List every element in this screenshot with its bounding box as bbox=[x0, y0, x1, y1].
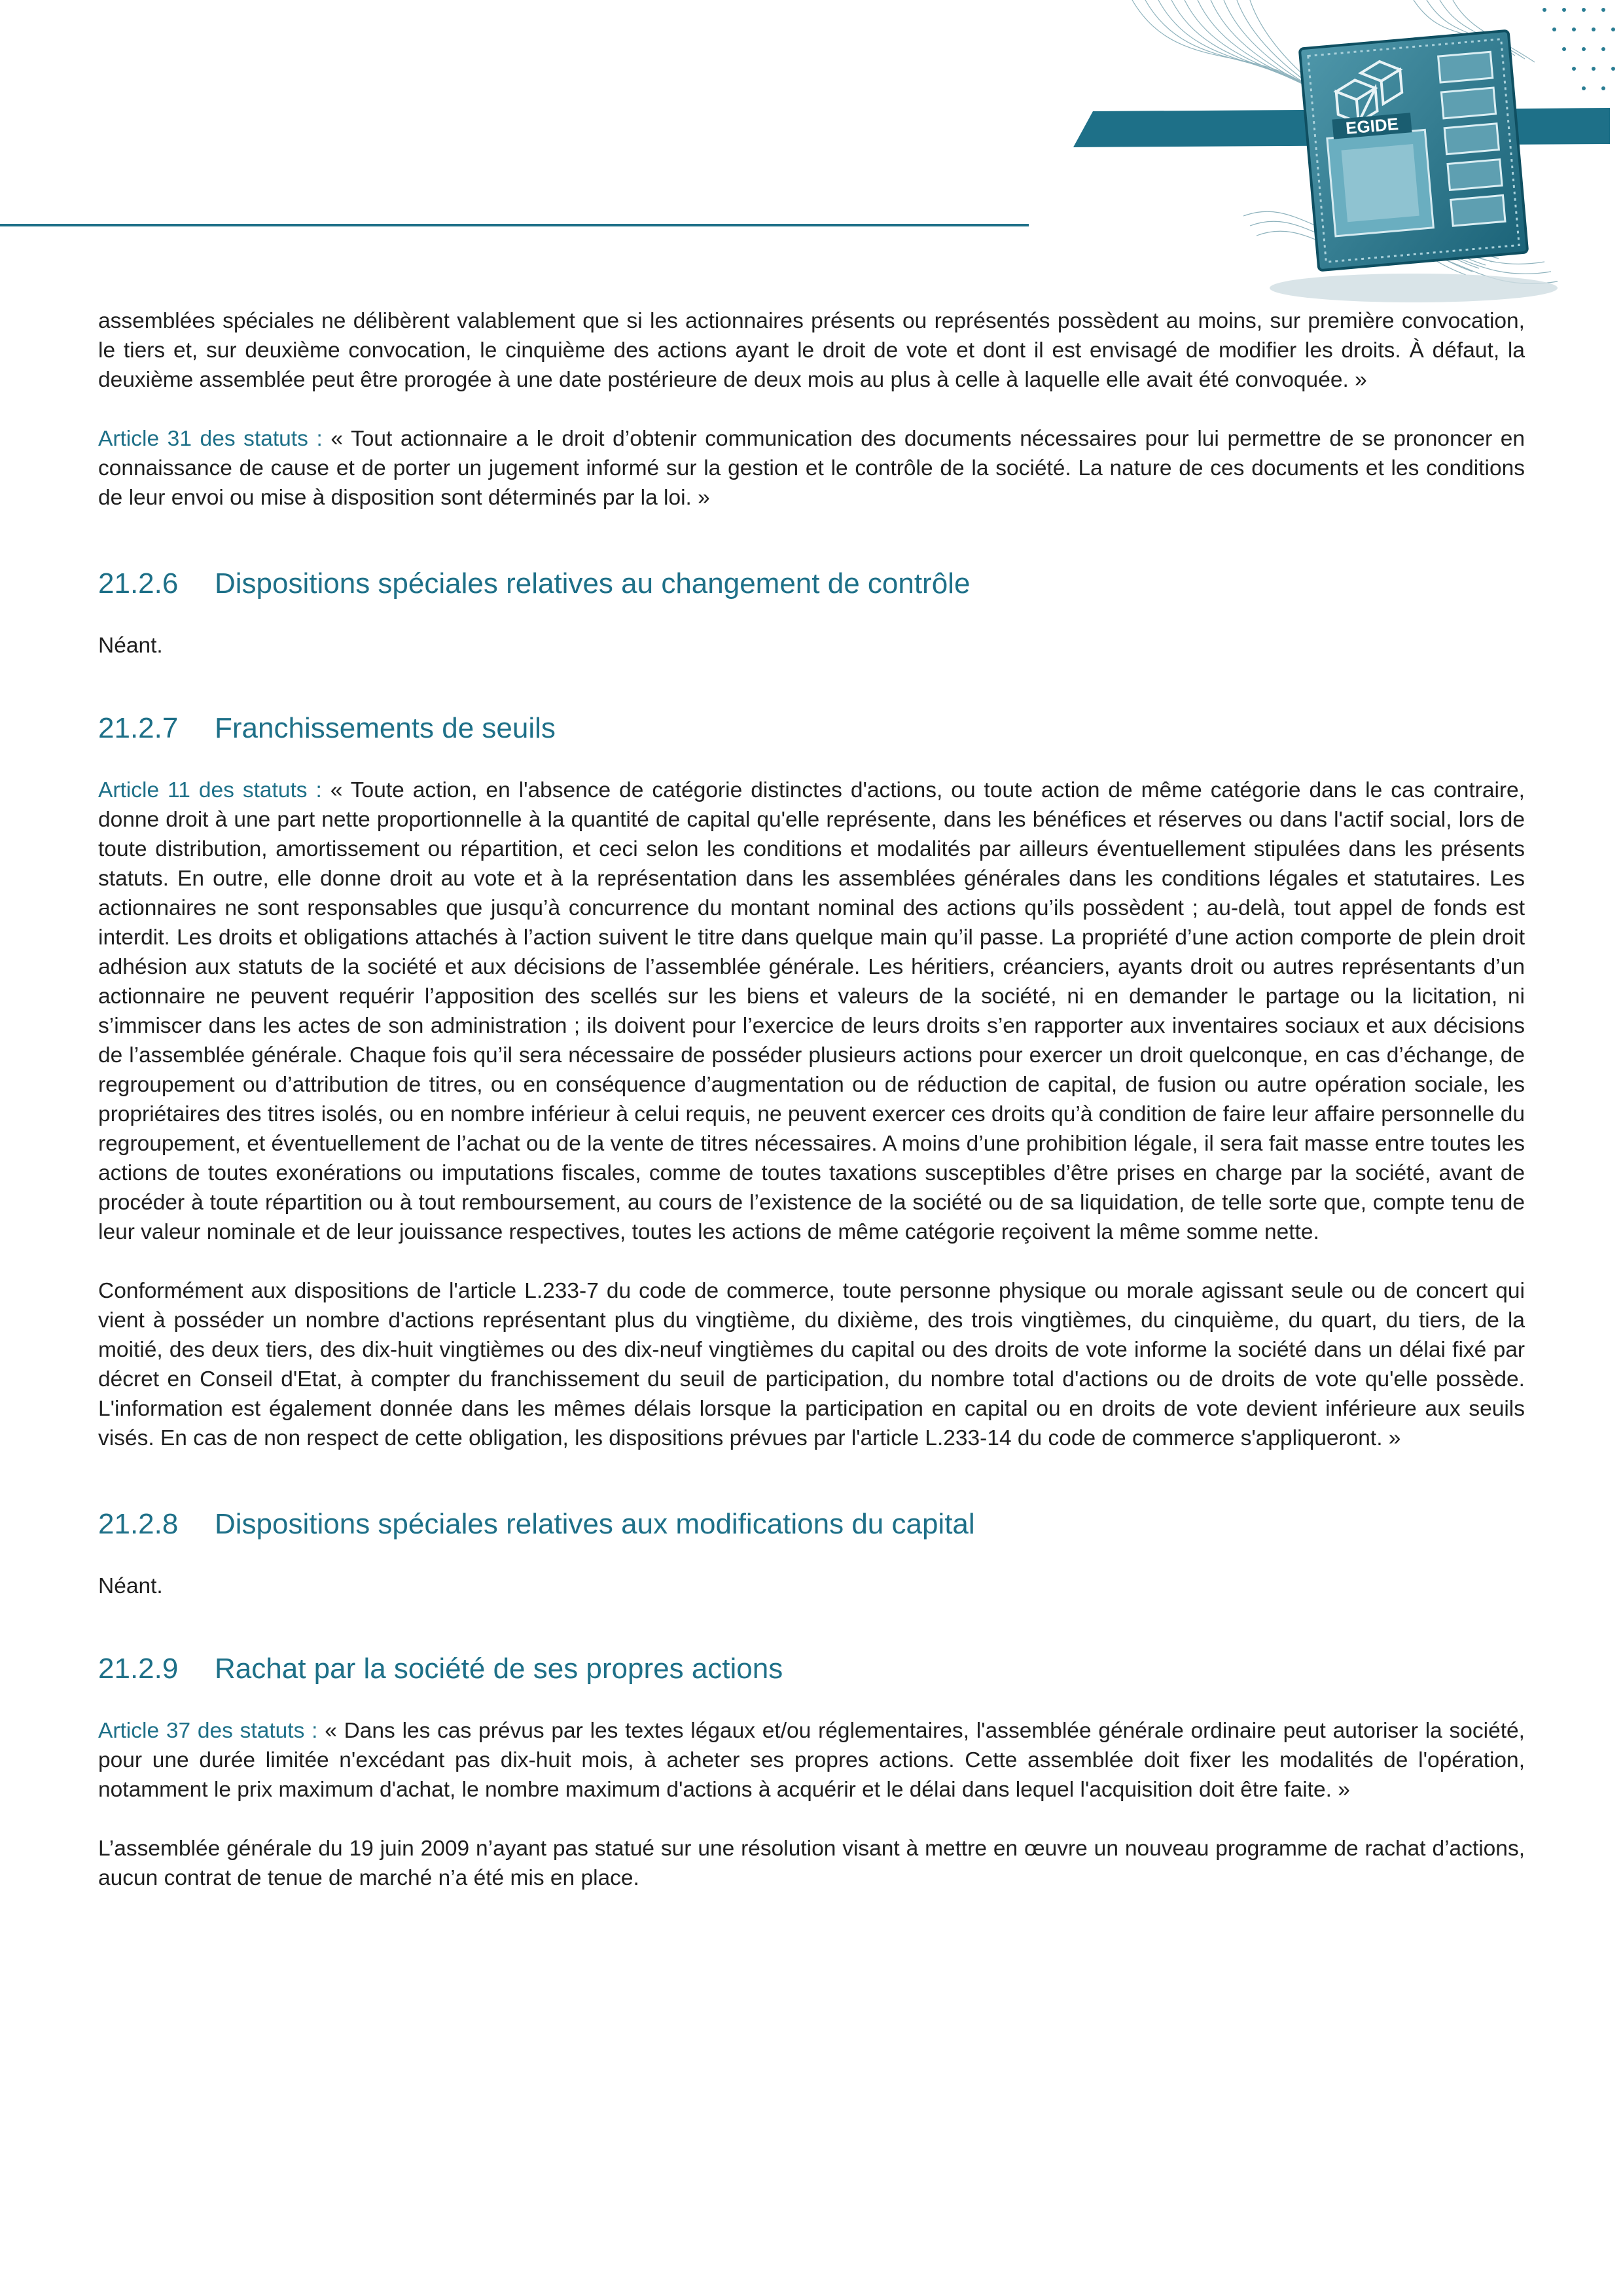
heading-title: Franchissements de seuils bbox=[215, 712, 556, 744]
heading-21-2-8 bbox=[98, 1506, 1525, 1543]
article-11-text: « Toute action, en l'absence de catégorie distinctes d'actions, ou toute action de même catégorie dans le cas contraire, donne droit à une part nette proportionnelle à la quantité de capital qu'elle représente, dans les bénéfices et réserves ou dans l'actif social, lors de toute distribution, amortissement ou répartition, et ceci selon les conditions et modalités par ailleurs éventuellement stipulées dans les présents statuts. En outre, elle donne droit au vote et à la représentation dans les assemblées générales dans les conditions légales et statutaires. Les actionnaires ne sont responsables que jusqu’à concurrence du montant nominal des actions qu’ils possèdent ; au-delà, tout appel de fonds est interdit. Les droits et obligations attachés à l’action suivent le titre dans quelque main qu’il passe. La propriété d’une action comporte de plein droit adhésion aux statuts de la société et aux décisions de l’assemblée générale. Les héritiers, créanciers, ayants droit ou autres représentants d’un actionnaire ne peuvent requérir l’apposition des scellés sur les biens et valeurs de la société, ni en demander le partage ou la licitation, ni s’immiscer dans les actes de son administration ; ils doivent pour l’exercice de leurs droits s’en rapporter aux inventaires sociaux et aux décisions de l’assemblée générale. Chaque fois qu’il sera nécessaire de posséder plusieurs actions pour exercer un droit quelconque, en cas d’échange, de regroupement ou d’attribution de titres, ou en conséquence d’augmentation ou de réduction de capital, de fusion ou autre opération sociale, les propriétaires des titres isolés, ou en nombre inférieur à celui requis, ne peuvent exercer ces droits qu’à condition de faire leur affaire personnelle du regroupement, et éventuellement de l’achat ou de la vente de titres nécessaires. A moins d’une prohibition légale, il sera fait masse entre toutes les actions de toutes exonérations ou imputations fiscales, comme de toutes taxations susceptibles d’être prises en charge par la société, avant de procéder à toute répartition ou à tout remboursement, au cours de l’existence de la société ou de sa liquidation, de telle sorte que, compte tenu de leur valeur nominale et de leur jouissance respectives, toutes les actions de même catégorie reçoivent la même somme nette. bbox=[98, 778, 1525, 1244]
heading-number: 21.2.6 bbox=[98, 567, 179, 600]
header-rule bbox=[0, 224, 1029, 226]
article-31-text: « Tout actionnaire a le droit d’obtenir communication des documents nécessaires pour lui permettre de se prononcer en connaissance de cause et de porter un jugement informé sur la gestion et le contrôle de la société. La nature de ces documents et les conditions de leur envoi ou mise à disposition sont déterminés par la loi. » bbox=[98, 427, 1525, 510]
heading-title: Rachat par la société de ses propres actions bbox=[215, 1653, 783, 1685]
heading-21-2-7 bbox=[98, 710, 1525, 747]
paragraph-article-31 bbox=[98, 424, 1525, 512]
paragraph-neant-1: Néant. bbox=[98, 634, 163, 658]
heading-title: Dispositions spéciales relatives au changement de contrôle bbox=[215, 567, 971, 600]
paragraph-article-11 bbox=[98, 776, 1525, 1247]
dot-pattern bbox=[1543, 8, 1615, 90]
header-illustration bbox=[1047, 0, 1623, 314]
article-11-lead: Article 11 des statuts : bbox=[98, 778, 322, 802]
paragraph-assemblees-speciales: assemblées spéciales ne délibèrent valablement que si les actionnaires présents ou représentés possèdent au moins, sur première convocation, le tiers et, sur deuxième convocation, le cinquième des actions ayant le droit de vote et dont il est envisagé de modifier les droits. À défaut, la deuxième assemblée peut être prorogée à une date postérieure de deux mois au plus à celle à laquelle elle avait été convoquée. » bbox=[98, 309, 1525, 392]
paragraph-l233-7: Conformément aux dispositions de l'article L.233-7 du code de commerce, toute personne physique ou morale agissant seule ou de concert qui vient à posséder un nombre d'actions représentant plus du vingtième, du dixième, des trois vingtièmes, du cinquième, du quart, du tiers, de la moitié, des deux tiers, des dix-huit vingtièmes ou des dix-neuf vingtièmes du capital ou des droits de vote informe la société dans un délai fixé par décret en Conseil d'Etat, à compter du franchissement du seuil de participation, du nombre total d'actions ou de droits de vote qu'elle possède. L'information est également donnée dans les mêmes délais lorsque la participation en capital ou en droits de vote devient inférieure aux seuils visés. En cas de non respect de cette obligation, les dispositions prévues par l'article L.233-14 du code de commerce s'appliqueront. » bbox=[98, 1279, 1525, 1450]
heading-number: 21.2.8 bbox=[98, 1508, 179, 1540]
heading-title: Dispositions spéciales relatives aux modifications du capital bbox=[215, 1508, 975, 1540]
article-37-lead: Article 37 des statuts : bbox=[98, 1719, 318, 1743]
heading-21-2-6 bbox=[98, 565, 1525, 602]
paragraph-neant-2: Néant. bbox=[98, 1574, 163, 1598]
heading-number: 21.2.9 bbox=[98, 1653, 179, 1685]
article-37-text: « Dans les cas prévus par les textes légaux et/ou réglementaires, l'assemblée générale ordinaire peut autoriser la société, pour une durée limitée n'excédant pas dix-huit mois, à acheter ses propres actions. Cette assemblée doit fixer les modalités de l'opération, notamment le prix maximum d'achat, le nombre maximum d'actions à acquérir et le délai dans lequel l'acquisition doit être faite. » bbox=[98, 1719, 1525, 1802]
egide-logo-text: EGIDE bbox=[1344, 113, 1400, 138]
paragraph-article-37 bbox=[98, 1716, 1525, 1804]
article-31-lead: Article 31 des statuts : bbox=[98, 427, 323, 451]
heading-number: 21.2.7 bbox=[98, 712, 179, 744]
paragraph-assemblee-generale-2009: L’assemblée générale du 19 juin 2009 n’ayant pas statué sur une résolution visant à mettre en œuvre un nouveau programme de rachat d’actions, aucun contrat de tenue de marché n’a été mis en place. bbox=[98, 1837, 1525, 1890]
heading-21-2-9 bbox=[98, 1651, 1525, 1687]
document-body bbox=[98, 306, 1525, 1893]
chip-illustration bbox=[1300, 31, 1527, 271]
